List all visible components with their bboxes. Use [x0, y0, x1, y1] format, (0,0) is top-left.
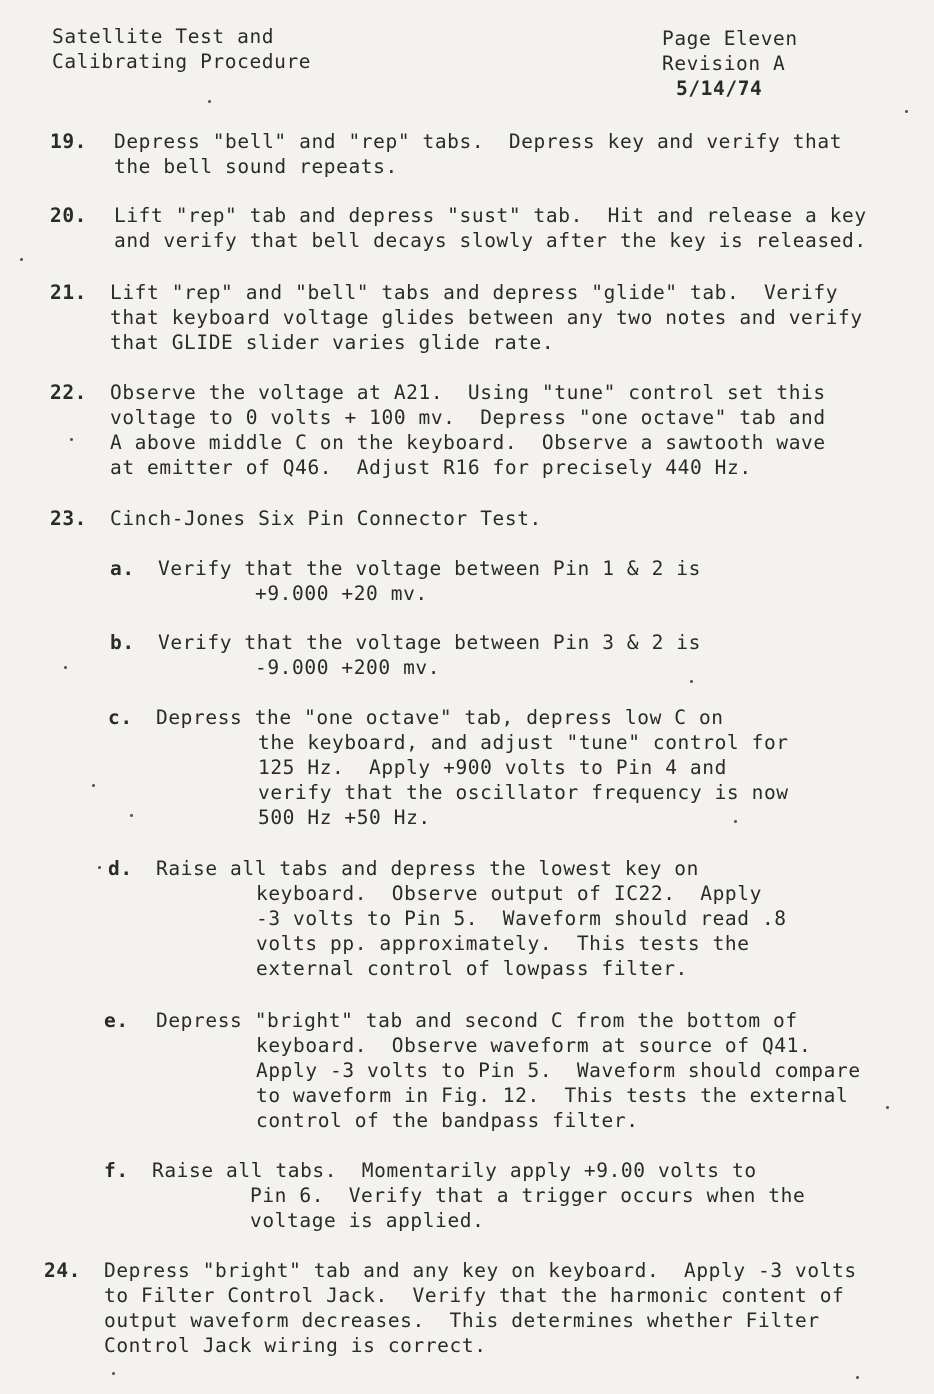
step-line: output waveform decreases. This determines whether Filter: [104, 1309, 820, 1332]
step-line: Depress "bright" tab and any key on keyboard. Apply -3 volts: [104, 1259, 857, 1282]
substep-line: 500 Hz +50 Hz.: [258, 806, 431, 829]
substep-line: -9.000 +200 mv.: [255, 656, 441, 679]
substep-line: Verify that the voltage between Pin 1 & 2 is: [158, 557, 701, 580]
title-line-1: Satellite Test and: [52, 25, 275, 48]
scan-speck: [690, 680, 693, 683]
step-line: that keyboard voltage glides between any two notes and verify: [110, 306, 863, 329]
substep-line: to waveform in Fig. 12. This tests the external: [256, 1084, 849, 1107]
revision-date: 5/14/74: [676, 77, 763, 100]
substep-line: verify that the oscillator frequency is now: [258, 781, 789, 804]
substep-letter: d.: [108, 857, 133, 880]
step-line: Control Jack wiring is correct.: [104, 1334, 487, 1357]
step-line: Observe the voltage at A21. Using "tune" control set this: [110, 381, 826, 404]
step-number: 19.: [50, 130, 88, 153]
page-label: Page Eleven: [662, 27, 798, 50]
step-number: 23.: [50, 507, 88, 530]
scan-speck: [856, 1376, 859, 1379]
substep-letter: a.: [110, 557, 135, 580]
scan-speck: [70, 438, 73, 441]
page-info: [662, 26, 798, 101]
substep-line: voltage is applied.: [250, 1209, 485, 1232]
substep-line: 125 Hz. Apply +900 volts to Pin 4 and: [258, 756, 727, 779]
substep-line: Depress the "one octave" tab, depress low C on: [156, 706, 724, 729]
substep-line: control of the bandpass filter.: [256, 1109, 639, 1132]
substep-line: Pin 6. Verify that a trigger occurs when the: [250, 1184, 806, 1207]
scan-speck: [886, 1106, 889, 1109]
substep-line: keyboard. Observe waveform at source of Q41.: [256, 1034, 812, 1057]
step-line: the bell sound repeats.: [114, 155, 398, 178]
scan-speck: [208, 100, 211, 103]
step-number: 20.: [50, 204, 88, 227]
substep-line: Raise all tabs. Momentarily apply +9.00 volts to: [152, 1159, 757, 1182]
scan-speck: [905, 110, 908, 113]
step-number: 22.: [50, 381, 88, 404]
step-line: that GLIDE slider varies glide rate.: [110, 331, 555, 354]
revision-label: Revision A: [662, 52, 786, 75]
scan-speck: [64, 666, 67, 669]
scan-speck: [734, 820, 737, 823]
step-line: Cinch-Jones Six Pin Connector Test.: [110, 507, 542, 530]
step-line: Lift "rep" tab and depress "sust" tab. Hit and release a key: [114, 204, 867, 227]
title-line-2: Calibrating Procedure: [52, 50, 312, 73]
step-line: at emitter of Q46. Adjust R16 for precisely 440 Hz.: [110, 456, 752, 479]
scan-speck: [112, 1372, 115, 1375]
substep-line: volts pp. approximately. This tests the: [256, 932, 750, 955]
scan-speck: [130, 814, 133, 817]
substep-line: Verify that the voltage between Pin 3 & 2 is: [158, 631, 701, 654]
step-number: 24.: [44, 1259, 82, 1282]
step-line: Lift "rep" and "bell" tabs and depress "glide" tab. Verify: [110, 281, 839, 304]
substep-letter: e.: [104, 1009, 129, 1032]
step-line: and verify that bell decays slowly after the key is released.: [114, 229, 867, 252]
step-line: Depress "bell" and "rep" tabs. Depress key and verify that: [114, 130, 843, 153]
step-line: A above middle C on the keyboard. Observe a sawtooth wave: [110, 431, 826, 454]
step-line: to Filter Control Jack. Verify that the harmonic content of: [104, 1284, 845, 1307]
substep-letter: b.: [110, 631, 135, 654]
substep-line: -3 volts to Pin 5. Waveform should read .8: [256, 907, 787, 930]
step-line: voltage to 0 volts + 100 mv. Depress "one octave" tab and: [110, 406, 826, 429]
scan-speck: [92, 784, 95, 787]
substep-line: keyboard. Observe output of IC22. Apply: [256, 882, 762, 905]
substep-letter: f.: [104, 1159, 129, 1182]
substep-line: Raise all tabs and depress the lowest key on: [156, 857, 699, 880]
substep-line: Apply -3 volts to Pin 5. Waveform should compare: [256, 1059, 861, 1082]
substep-line: Depress "bright" tab and second C from the bottom of: [156, 1009, 798, 1032]
substep-letter: c.: [108, 706, 133, 729]
substep-line: +9.000 +20 mv.: [255, 582, 428, 605]
substep-line: external control of lowpass filter.: [256, 957, 688, 980]
substep-line: the keyboard, and adjust "tune" control for: [258, 731, 789, 754]
step-number: 21.: [50, 281, 88, 304]
document-title: [52, 24, 311, 74]
scan-speck: [20, 258, 23, 261]
scan-speck: [98, 866, 101, 869]
